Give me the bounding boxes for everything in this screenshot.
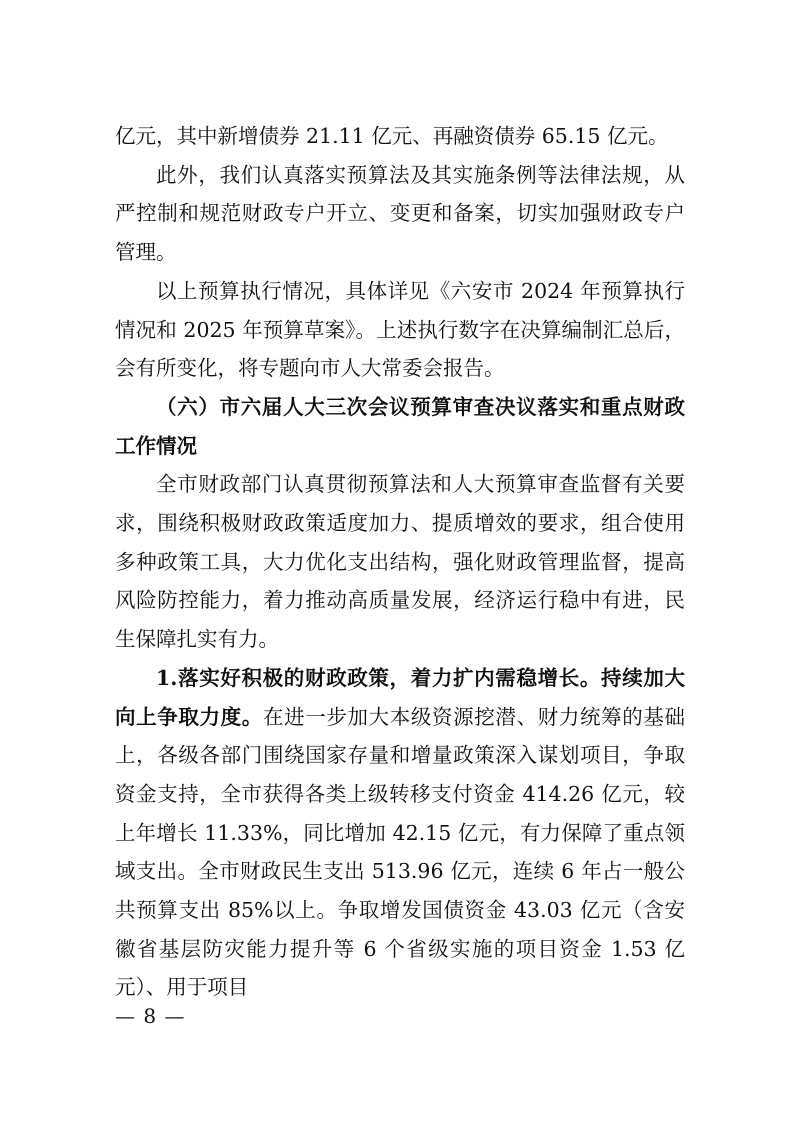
document-body	[115, 117, 685, 1007]
paragraph-body-text: 在进一步加大本级资源挖潜、财力统筹的基础上，各级各部门围绕国家存量和增量政策深入谋划项目，争取资金支持，全市获得各类上级转移支付资金 414.26 亿元，较上年增长 11.33%，同比增加 42.15 亿元，有力保障了重点领域支出。全市财政民生支出 513.96 亿元，连续 6 年占一般公共预算支出 85%以上。争取增发国债资金 43.03 亿元（含安徽省基层防灾能力提升等 6 个省级实施的项目资金 1.53 亿元）、用于项目	[115, 704, 686, 1000]
paragraph-bond-amounts: 亿元，其中新增债券 21.11 亿元、再融资债券 65.15 亿元。	[115, 124, 669, 148]
paragraph-fiscal-accounts: 此外，我们认真落实预算法及其实施条例等法律法规，从严控制和规范财政专户开立、变更和备案，切实加强财政专户管理。	[115, 162, 685, 265]
paragraph-overview: 全市财政部门认真贯彻预算法和人大预算审查监督有关要求，围绕积极财政政策适度加力、提质增效的要求，组合使用多种政策工具，大力优化支出结构，强化财政管理监督，提高风险防控能力，着力推动高质量发展，经济运行稳中有进，民生保障扎实有力。	[115, 472, 685, 652]
paragraph-budget-summary: 以上预算执行情况，具体详见《六安市 2024 年预算执行情况和 2025 年预算草案》。上述执行数字在决算编制汇总后，会有所变化，将专题向市人大常委会报告。	[115, 278, 685, 381]
section-heading: （六）市六届人大三次会议预算审查决议落实和重点财政工作情况	[115, 394, 685, 458]
paragraph-fiscal-policy	[115, 659, 685, 1007]
page-number: — 8 —	[115, 1004, 186, 1028]
paragraph-lead-heading: 1.落实好积极的财政政策，着力扩内需稳增长。持续加大向上争取力度。	[115, 665, 685, 729]
